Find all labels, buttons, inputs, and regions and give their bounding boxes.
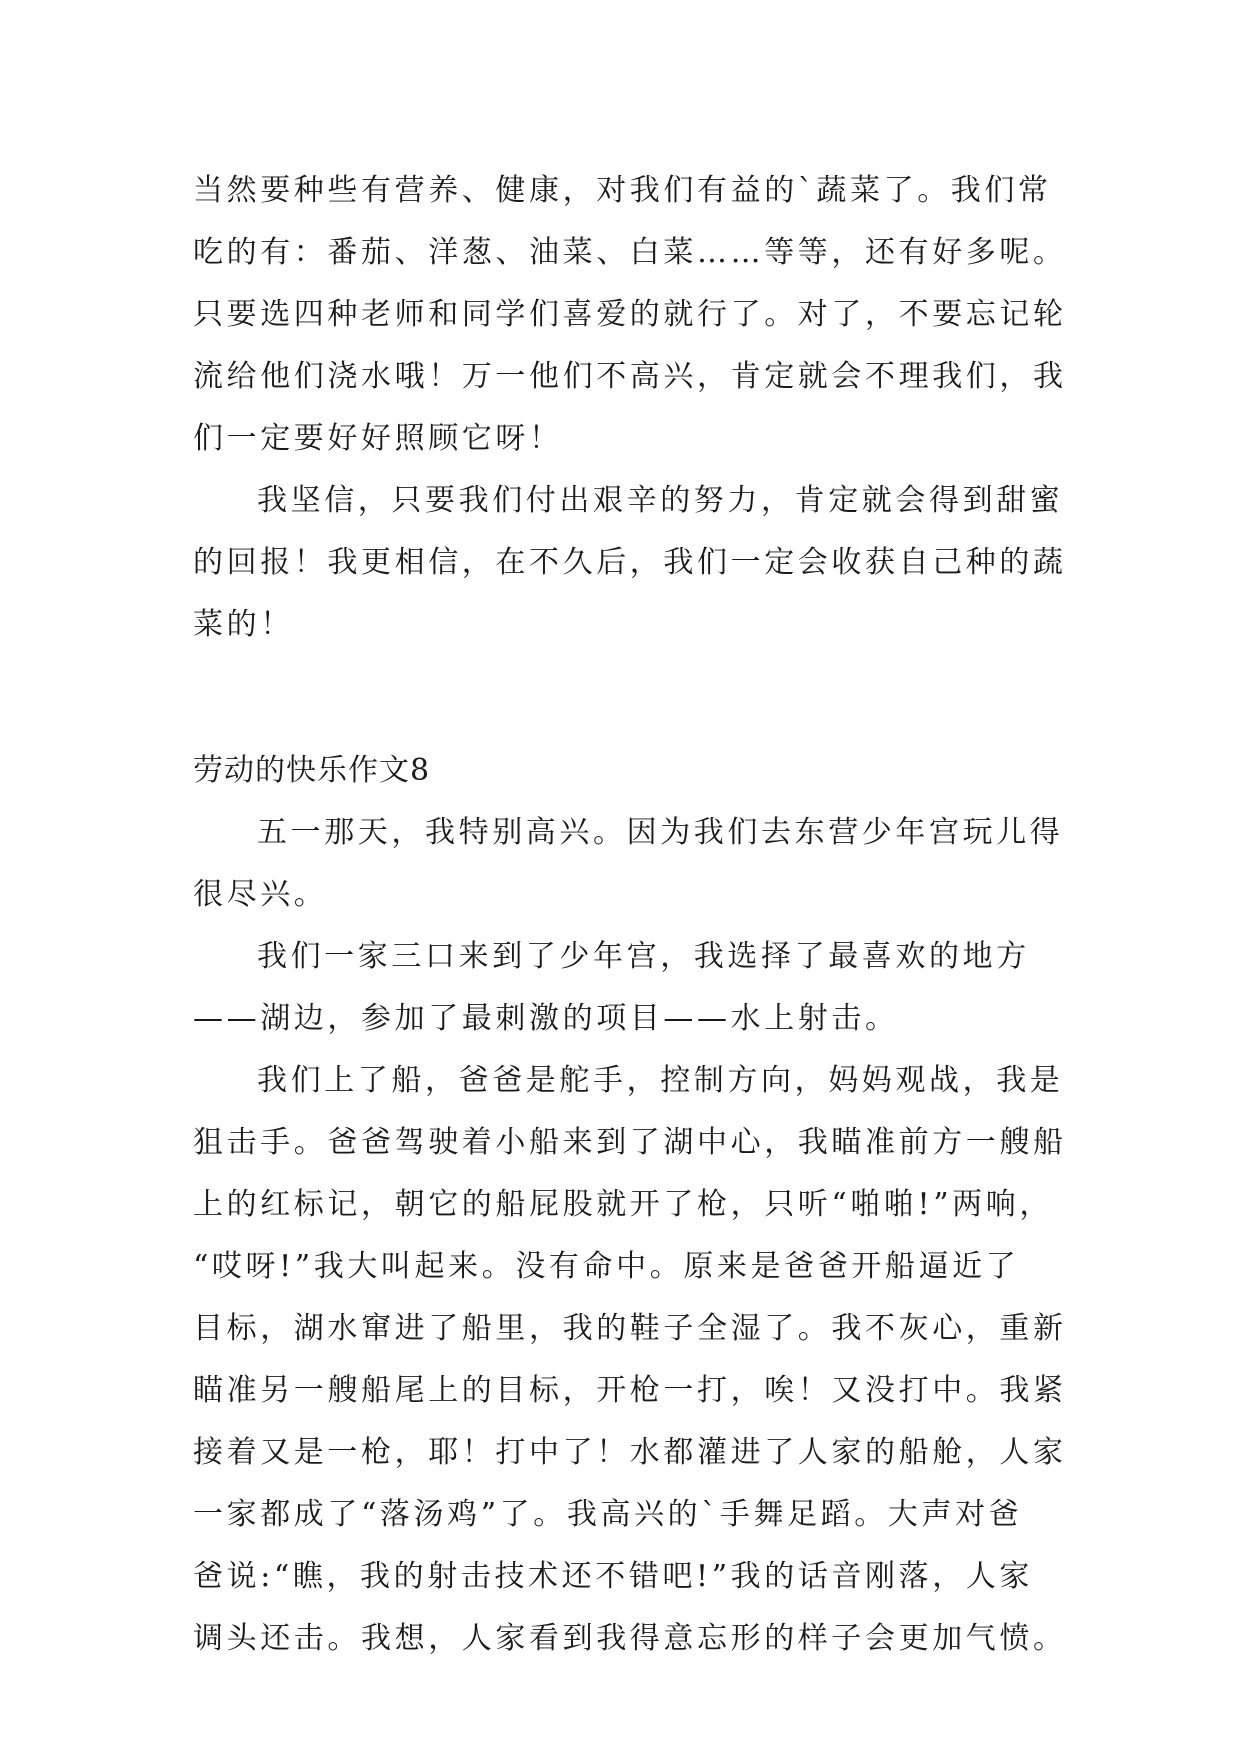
paragraph-continuation	[193, 160, 1093, 470]
paragraph-boat-shooting	[193, 1050, 1093, 1670]
text-line: 只要选四种老师和同学们喜爱的就行了。对了，不要忘记轮	[193, 297, 1067, 332]
text-line: 一家都成了“落汤鸡”了。我高兴的`手舞足蹈。大声对爸	[193, 1497, 1023, 1532]
text-line: “哎呀!”我大叫起来。没有命中。原来是爸爸开船逼近了	[193, 1249, 1020, 1284]
text-line: 我们上了船，爸爸是舵手，控制方向，妈妈观战，我是	[257, 1063, 1064, 1098]
text-line: 上的红标记，朝它的船屁股就开了枪，只听“啪啪!”两响，	[193, 1187, 1053, 1222]
text-line: 瞄准另一艘船尾上的目标，开枪一打，唉！又没打中。我紧	[193, 1373, 1067, 1408]
paragraph-intro	[193, 802, 1093, 926]
text-line: 的回报！我更相信，在不久后，我们一定会收获自己种的蔬	[193, 545, 1067, 580]
essay-title: 劳动的快乐作文8	[193, 753, 431, 788]
text-line: 狙击手。爸爸驾驶着小船来到了湖中心，我瞄准前方一艘船	[193, 1125, 1067, 1160]
text-line: 爸说:“瞧，我的射击技术还不错吧!”我的话音刚落，人家	[193, 1559, 1034, 1594]
text-line: 五一那天，我特别高兴。因为我们去东营少年宫玩儿得	[257, 815, 1064, 850]
text-line: 调头还击。我想，人家看到我得意忘形的样子会更加气愤。	[193, 1621, 1067, 1656]
text-line: 菜的！	[193, 607, 294, 642]
paragraph-conclusion	[193, 470, 1093, 656]
text-line: 我们一家三口来到了少年宫，我选择了最喜欢的地方	[257, 939, 1030, 974]
text-line: 我坚信，只要我们付出艰辛的努力，肯定就会得到甜蜜	[257, 483, 1064, 518]
text-line: 目标，湖水窜进了船里，我的鞋子全湿了。我不灰心，重新	[193, 1311, 1067, 1346]
document-page	[193, 160, 1093, 1670]
text-line: 们一定要好好照顾它呀！	[193, 421, 563, 456]
text-line: 很尽兴。	[193, 877, 328, 912]
paragraph-arrival	[193, 926, 1093, 1050]
text-line: 接着又是一枪，耶！打中了！水都灌进了人家的船舱，人家	[193, 1435, 1067, 1470]
text-line: 流给他们浇水哦！万一他们不高兴，肯定就会不理我们，我	[193, 359, 1067, 394]
text-line: ——湖边，参加了最刺激的项目——水上射击。	[193, 1001, 899, 1036]
text-line: 当然要种些有营养、健康，对我们有益的`蔬菜了。我们常	[193, 173, 1052, 208]
text-line: 吃的有：番茄、洋葱、油菜、白菜……等等，还有好多呢。	[193, 235, 1067, 270]
section-gap	[193, 656, 1093, 740]
